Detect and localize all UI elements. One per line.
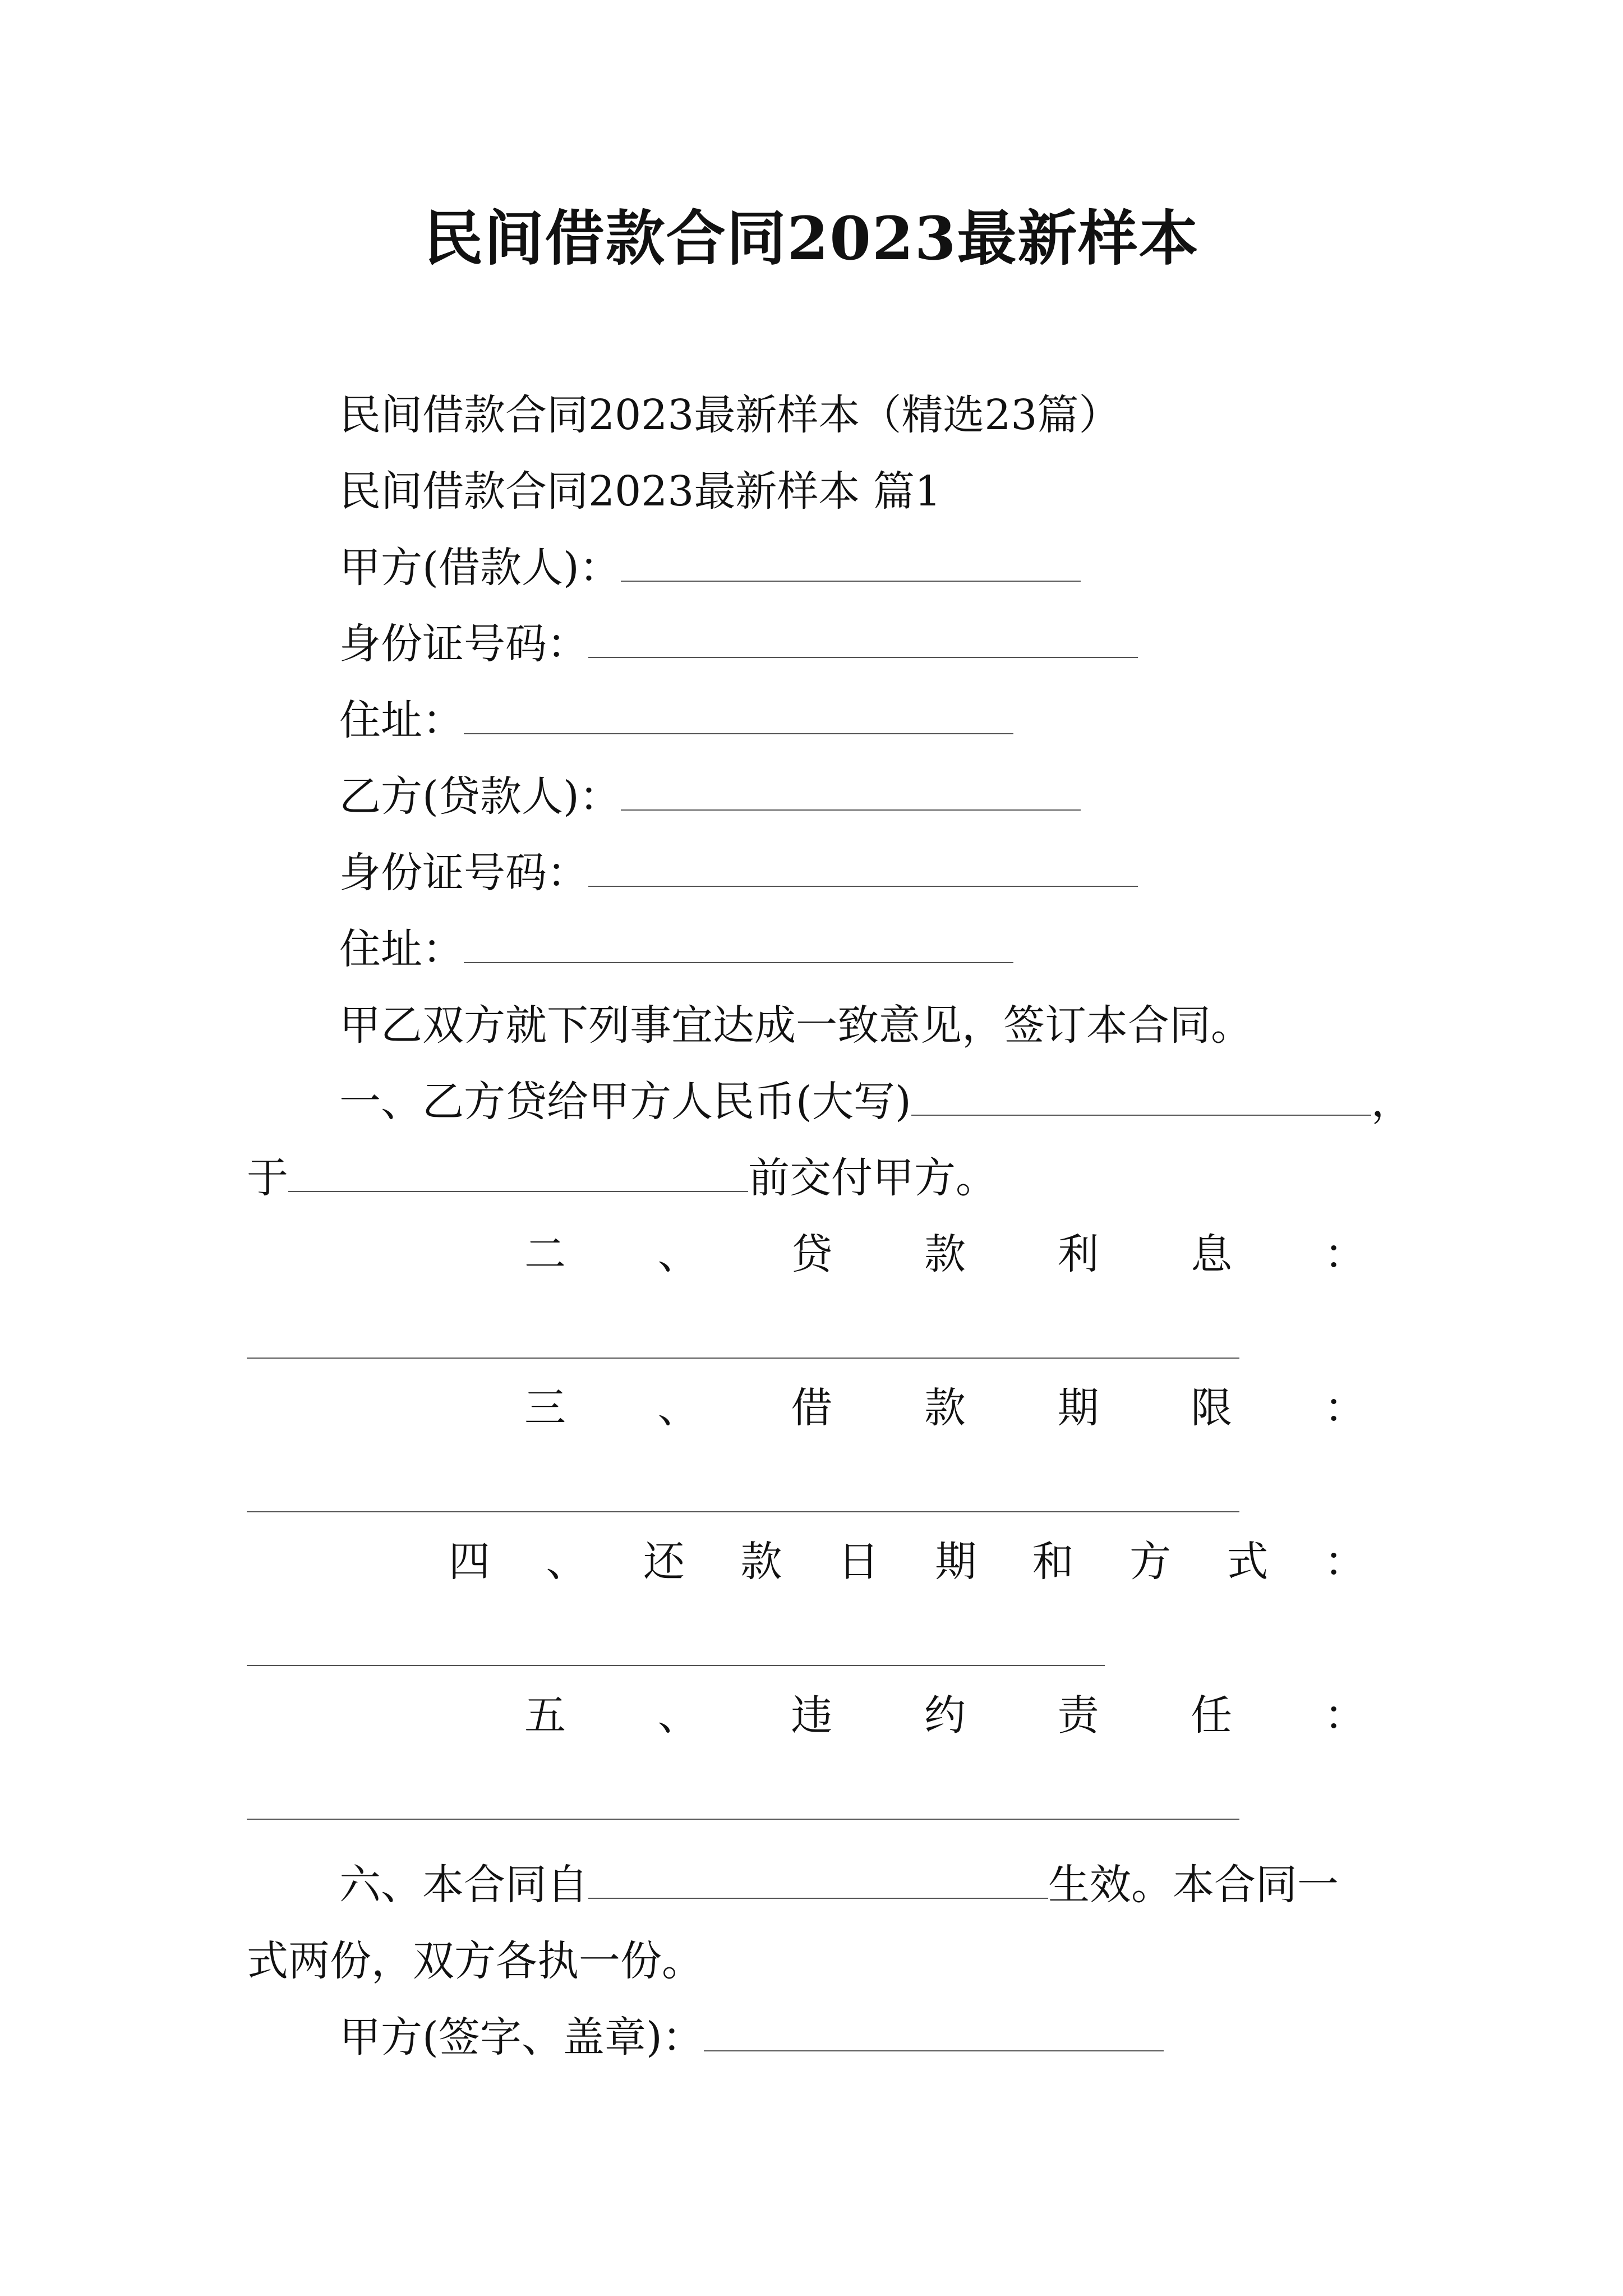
clause-4-char: 期 [935, 1538, 977, 1586]
clause-5-char: 五 [524, 1691, 566, 1740]
party-a-address-row [339, 692, 1013, 748]
clause-1-suffix: 前交付甲方。 [748, 1154, 997, 1202]
party-b-address-label: 住址： [339, 925, 464, 973]
party-a-row [339, 540, 1081, 596]
clause-3-blank[interactable] [247, 1511, 1239, 1512]
clause-4-char: 四 [449, 1538, 490, 1586]
clause-6-date-blank[interactable] [588, 1858, 1048, 1899]
clause-4-char: 和 [1032, 1538, 1074, 1586]
clause-4-char: 还 [643, 1538, 685, 1586]
party-b-address-row [339, 921, 1013, 977]
party-b-blank[interactable] [621, 770, 1081, 811]
clause-2-char: 款 [924, 1230, 966, 1278]
clause-4-char: 方 [1129, 1538, 1172, 1586]
clause-2-char: 息 [1191, 1230, 1233, 1278]
clause-2-char: ： [1324, 1230, 1366, 1278]
agreement-line: 甲乙双方就下列事宜达成一致意见，签订本合同。 [339, 1001, 1252, 1050]
party-b-label: 乙方(贷款人)： [339, 772, 621, 821]
party-a-id-row [339, 616, 1138, 672]
party-b-address-blank[interactable] [464, 923, 1013, 963]
party-a-blank[interactable] [621, 541, 1081, 582]
clause-5-char: 违 [791, 1691, 833, 1740]
clause-5-blank[interactable] [247, 1819, 1239, 1820]
party-b-row [339, 769, 1081, 825]
clause-5-char: 、 [657, 1691, 699, 1740]
clause-6-prefix: 六、本合同自 [339, 1861, 588, 1909]
clause-1-row [339, 1074, 1413, 1130]
signature-row [339, 2009, 1164, 2065]
clause-3-char: 三 [524, 1384, 566, 1432]
clause-1-date-blank[interactable] [288, 1152, 748, 1192]
clause-2-char: 、 [657, 1230, 699, 1278]
clause-3-char: 期 [1057, 1384, 1099, 1432]
clause-4-blank[interactable] [247, 1665, 1105, 1666]
clause-3-char: 借 [791, 1384, 833, 1432]
subtitle-line: 民间借款合同2023最新样本 篇1 [339, 467, 941, 516]
clause-4-heading [449, 1534, 1366, 1590]
clause-3-char: ： [1324, 1384, 1366, 1432]
clause-4-char: 式 [1227, 1538, 1269, 1586]
clause-2-heading [524, 1226, 1366, 1282]
clause-3-heading [524, 1380, 1366, 1436]
clause-5-char: 责 [1057, 1691, 1099, 1740]
clause-5-heading [524, 1687, 1366, 1743]
clause-1-comma: ， [1371, 1078, 1413, 1126]
clause-5-char: 约 [924, 1691, 966, 1740]
clause-6-suffix: 生效。本合同一 [1048, 1861, 1339, 1909]
clause-4-char: 日 [837, 1538, 879, 1586]
party-b-id-blank[interactable] [588, 846, 1138, 887]
clause-1-prefix: 于 [247, 1154, 288, 1202]
party-a-label: 甲方(借款人)： [339, 544, 621, 592]
party-a-address-label: 住址： [339, 696, 464, 744]
party-a-id-label: 身份证号码： [339, 620, 588, 668]
clause-6-row-2: 式两份，双方各执一份。 [247, 1937, 703, 1985]
clause-5-char: 任 [1191, 1691, 1233, 1740]
party-a-address-blank[interactable] [464, 694, 1013, 734]
signature-blank[interactable] [704, 2011, 1164, 2051]
clause-1-amount-blank[interactable] [911, 1075, 1371, 1116]
clause-4-char: 款 [740, 1538, 782, 1586]
clause-2-char: 贷 [791, 1230, 833, 1278]
document-title: 民间借款合同2023最新样本 [423, 203, 1200, 273]
intro-line: 民间借款合同2023最新样本（精选23篇） [339, 391, 1121, 439]
clause-5-char: ： [1324, 1691, 1366, 1740]
party-b-id-row [339, 845, 1138, 901]
clause-2-char: 利 [1057, 1230, 1099, 1278]
clause-4-char: 、 [546, 1538, 588, 1586]
party-a-id-blank[interactable] [588, 618, 1138, 658]
clause-1-text: 一、乙方贷给甲方人民币(大写) [339, 1078, 911, 1126]
clause-3-char: 限 [1191, 1384, 1233, 1432]
party-b-id-label: 身份证号码： [339, 849, 588, 897]
clause-4-char: ： [1324, 1538, 1366, 1586]
signature-label: 甲方(签字、盖章)： [339, 2013, 704, 2062]
clause-6-row [339, 1857, 1339, 1913]
clause-2-char: 二 [524, 1230, 566, 1278]
clause-1-row-2 [247, 1150, 997, 1206]
clause-2-blank[interactable] [247, 1358, 1239, 1359]
clause-3-char: 款 [924, 1384, 966, 1432]
clause-3-char: 、 [657, 1384, 699, 1432]
